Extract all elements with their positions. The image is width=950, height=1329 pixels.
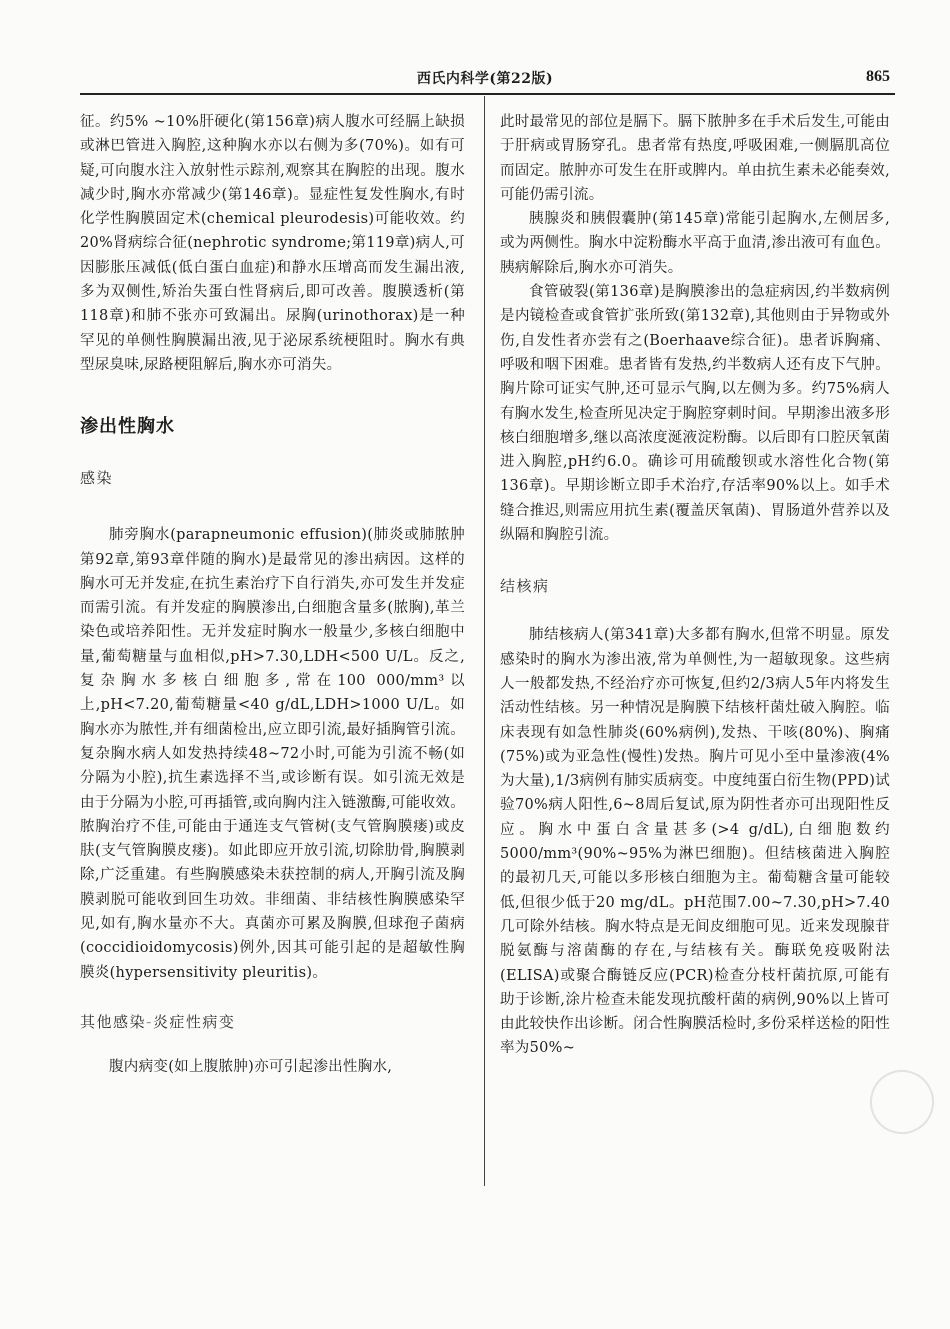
paragraph-esophageal: 食管破裂(第136章)是胸膜渗出的急症病因,约半数病例是内镜检查或食管扩张所致(第132章),其他则由于异物或外伤,自发性者亦尝有之(Boerhaave综合征)。患者诉胸痛、呼吸和咽下困难。患者皆有发热,约半数病人还有皮下气肿。胸片除可证实气肿,还可显示气胸,以左侧为多。约75%病人有胸水发生,检查所见决定于胸腔穿刺时间。早期渗出液多形核白细胞增多,继以高浓度涎液淀粉酶。以后即有口腔厌氧菌进入胸腔,pH约6.0。确诊可用硫酸钡或水溶性化合物(第136章)。早期诊断立即手术治疗,存活率90%以上。如手术缝合推迟,则需应用抗生素(覆盖厌氧菌)、胃肠道外营养以及纵隔和胸腔引流。 — [500, 284, 890, 544]
paragraph-subphrenic: 此时最常见的部位是膈下。膈下脓肿多在手术后发生,可能由于肝病或胃肠穿孔。患者常有热度,呼吸困难,一侧膈肌高位而固定。脓肿亦可发生在肝或脾内。单由抗生素未必能奏效,可能仍需引流。 — [500, 114, 890, 203]
paragraph-tuberculosis: 肺结核病人(第341章)大多都有胸水,但常不明显。原发感染时的胸水为渗出液,常为单侧性,为一超敏现象。这些病人一般都发热,不经治疗亦可恢复,但约2/3病人5年内将发生活动性结核。另一种情况是胸膜下结核杆菌灶破入胸腔。临床表现有如急性肺炎(60%病例),发热、干咳(80%)、胸痛(75%)或为亚急性(慢性)发热。胸片可见小至中量渗液(4%为大量),1/3病例有肺实质病变。中度纯蛋白衍生物(PPD)试验70%病人阳性,6~8周后复试,原为阴性者亦可出现阳性反应。胸水中蛋白含量甚多(>4 g/dL),白细胞数约5000/mm³(90%~95%为淋巴细胞)。但结核菌进入胸腔的最初几天,可能以多形核白细胞为主。葡萄糖含量可能较低,但很少低于20 mg/dL。pH范围7.00~7.30,pH>7.40几可除外结核。胸水特点是无间皮细胞可见。近来发现腺苷脱氨酶与溶菌酶的存在,与结核有关。酶联免疫吸附法(ELISA)或聚合酶链反应(PCR)检查分枝杆菌抗原,可能有助于诊断,涂片检查未能发现抗酸杆菌的病例,90%以上皆可由此较快作出诊断。闭合性胸膜活检时,多份采样送检的阳性率为50%~ — [500, 627, 890, 1057]
paragraph-pancreatitis: 胰腺炎和胰假囊肿(第145章)常能引起胸水,左侧居多,或为两侧性。胸水中淀粉酶水平高于血清,渗出液可有血色。胰病解除后,胸水亦可消失。 — [500, 211, 890, 276]
paragraph-parapneumonic: 肺旁胸水(parapneumonic effusion)(肺炎或肺脓肿第92章,第93章伴随的胸水)是最常见的渗出病因。这样的胸水可无并发症,在抗生素治疗下自行消失,亦可发生并发症而需引流。有并发症的胸膜渗出,白细胞含量多(脓胸),革兰染色或培养阳性。无并发症时胸水一般量少,多核白细胞中量,葡萄糖量与血相似,pH>7.30,LDH<500 U/L。反之,复杂胸水多核白细胞多,常在100 000/mm³以上,pH<7.20,葡萄糖量<40 g/dL,LDH>1000 U/L。如胸水亦为脓性,并有细菌检出,应立即引流,最好插胸管引流。复杂胸水病人如发热持续48~72小时,可能为引流不畅(如分隔为小腔),抗生素选择不当,或诊断有误。如引流无效是由于分隔为小腔,可再插管,或向胸内注入链激酶,可能收效。脓胸治疗不佳,可能由于通连支气管树(支气管胸膜瘘)或皮肤(支气管胸膜皮瘘)。如此即应开放引流,切除肋骨,胸膜剥除,广泛重建。有些胸膜感染未获控制的病人,开胸引流及胸膜剥脱可能收到回生功效。非细菌、非结核性胸膜感染罕见,如有,胸水量亦不大。真菌亦可累及胸膜,但球孢子菌病(coccidioidomycosis)例外,因其可能引起的是超敏性胸膜炎(hypersensitivity pleuritis)。 — [80, 527, 465, 981]
right-column — [500, 110, 890, 1061]
column-divider — [484, 96, 485, 1186]
subhead-other-infection: 其他感染-炎症性病变 — [80, 1012, 236, 1031]
page-number: 865 — [866, 68, 890, 85]
book-title: 西氏内科学(第22版) — [416, 71, 554, 87]
paragraph-cirrhosis-nephrotic: 征。约5% ~10%肝硬化(第156章)病人腹水可经膈上缺损或淋巴管进入胸腔,这种胸水亦以右侧为多(70%)。如有可疑,可向腹水注入放射性示踪剂,观察其在胸腔的出现。腹水减少时,胸水亦常减少(第146章)。显症性复发性胸水,有时化学性胸膜固定术(chemical pleurodesis)可能收效。约20%肾病综合征(nephrotic syndrome;第119章)病人,可因膨胀压减低(低白蛋白血症)和静水压增高而发生漏出液,多为双侧性,矫治失蛋白性肾病后,即可改善。腹膜透析(第118章)和肺不张亦可致漏出。尿胸(urinothorax)是一种罕见的单侧性胸膜漏出液,见于泌尿系统梗阻时。胸水有典型尿臭味,尿路梗阻解后,胸水亦可消失。 — [80, 114, 465, 373]
watermark-stamp — [858, 1058, 945, 1145]
header-rule — [80, 93, 895, 95]
running-header — [80, 64, 890, 92]
left-column — [80, 110, 465, 1079]
section-title-exudative: 渗出性胸水 — [80, 416, 175, 438]
subhead-tuberculosis: 结核病 — [500, 577, 550, 596]
subhead-infection: 感染 — [80, 469, 114, 488]
paragraph-abdominal: 腹内病变(如上腹脓肿)亦可引起渗出性胸水, — [109, 1058, 393, 1075]
